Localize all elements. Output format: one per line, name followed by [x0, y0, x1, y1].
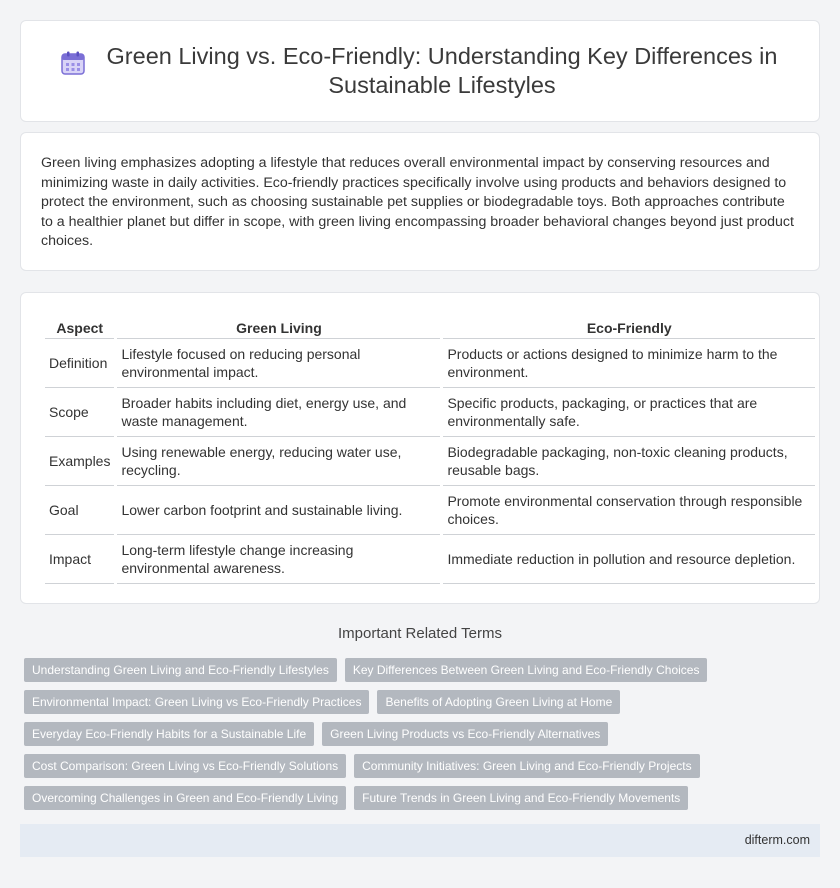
calendar-icon	[60, 50, 86, 76]
cell-eco-friendly: Immediate reduction in pollution and resource depletion.	[443, 535, 815, 584]
cell-aspect: Goal	[45, 486, 114, 535]
tag-row	[24, 658, 824, 682]
header-eco-friendly: Eco-Friendly	[443, 313, 815, 339]
intro-text: Green living emphasizes adopting a lifestyle that reduces overall environmental impact by conserving resources and minimizing waste in daily activities. Eco-friendly practices specifically involve using products and behaviors designed to protect the environment, such as choosing sustainable pet supplies or biodegradable toys. Both approaches contribute to a healthier planet but differ in scope, with green living encompassing broader behavioral changes beyond just product choices.	[41, 155, 794, 249]
tag-row	[24, 754, 824, 778]
related-term-link[interactable]: Community Initiatives: Green Living and Eco-Friendly Projects	[354, 754, 699, 778]
related-term-link[interactable]: Future Trends in Green Living and Eco-Friendly Movements	[354, 786, 688, 810]
related-term-link[interactable]: Key Differences Between Green Living and Eco-Friendly Choices	[345, 658, 708, 682]
cell-green-living: Broader habits including diet, energy use, and waste management.	[117, 388, 440, 437]
related-term-link[interactable]: Benefits of Adopting Green Living at Home	[377, 690, 620, 714]
table-row	[45, 388, 815, 437]
comparison-table-card	[20, 292, 820, 604]
related-term-link[interactable]: Understanding Green Living and Eco-Friendly Lifestyles	[24, 658, 337, 682]
cell-green-living: Long-term lifestyle change increasing environmental awareness.	[117, 535, 440, 584]
table-row	[45, 437, 815, 486]
related-term-link[interactable]: Green Living Products vs Eco-Friendly Alternatives	[322, 722, 608, 746]
cell-eco-friendly: Promote environmental conservation through responsible choices.	[443, 486, 815, 535]
table-row	[45, 339, 815, 388]
tag-row	[24, 786, 824, 810]
related-term-link[interactable]: Overcoming Challenges in Green and Eco-Friendly Living	[24, 786, 346, 810]
footer-site-link[interactable]: difterm.com	[744, 833, 810, 847]
cell-eco-friendly: Biodegradable packaging, non-toxic cleaning products, reusable bags.	[443, 437, 815, 486]
cell-eco-friendly: Specific products, packaging, or practices that are environmentally safe.	[443, 388, 815, 437]
related-term-link[interactable]: Everyday Eco-Friendly Habits for a Sustainable Life	[24, 722, 314, 746]
related-terms-list	[24, 658, 824, 818]
tag-row	[24, 690, 824, 714]
intro-card	[20, 132, 820, 271]
header-card	[20, 20, 820, 122]
page-title: Green Living vs. Eco-Friendly: Understanding Key Differences in Sustainable Lifestyles	[106, 43, 778, 98]
cell-green-living: Lifestyle focused on reducing personal environmental impact.	[117, 339, 440, 388]
related-term-link[interactable]: Cost Comparison: Green Living vs Eco-Friendly Solutions	[24, 754, 346, 778]
footer	[20, 824, 820, 857]
table-row	[45, 486, 815, 535]
comparison-table	[42, 313, 818, 584]
header-green-living: Green Living	[117, 313, 440, 339]
cell-aspect: Impact	[45, 535, 114, 584]
cell-aspect: Scope	[45, 388, 114, 437]
tag-row	[24, 722, 824, 746]
cell-green-living: Lower carbon footprint and sustainable living.	[117, 486, 440, 535]
table-header-row	[45, 313, 815, 339]
related-term-link[interactable]: Environmental Impact: Green Living vs Eco-Friendly Practices	[24, 690, 369, 714]
cell-green-living: Using renewable energy, reducing water use, recycling.	[117, 437, 440, 486]
title-wrap	[60, 42, 780, 100]
related-terms-title: Important Related Terms	[338, 625, 502, 642]
cell-aspect: Examples	[45, 437, 114, 486]
cell-aspect: Definition	[45, 339, 114, 388]
cell-eco-friendly: Products or actions designed to minimize harm to the environment.	[443, 339, 815, 388]
header-aspect: Aspect	[45, 313, 114, 339]
table-row	[45, 535, 815, 584]
